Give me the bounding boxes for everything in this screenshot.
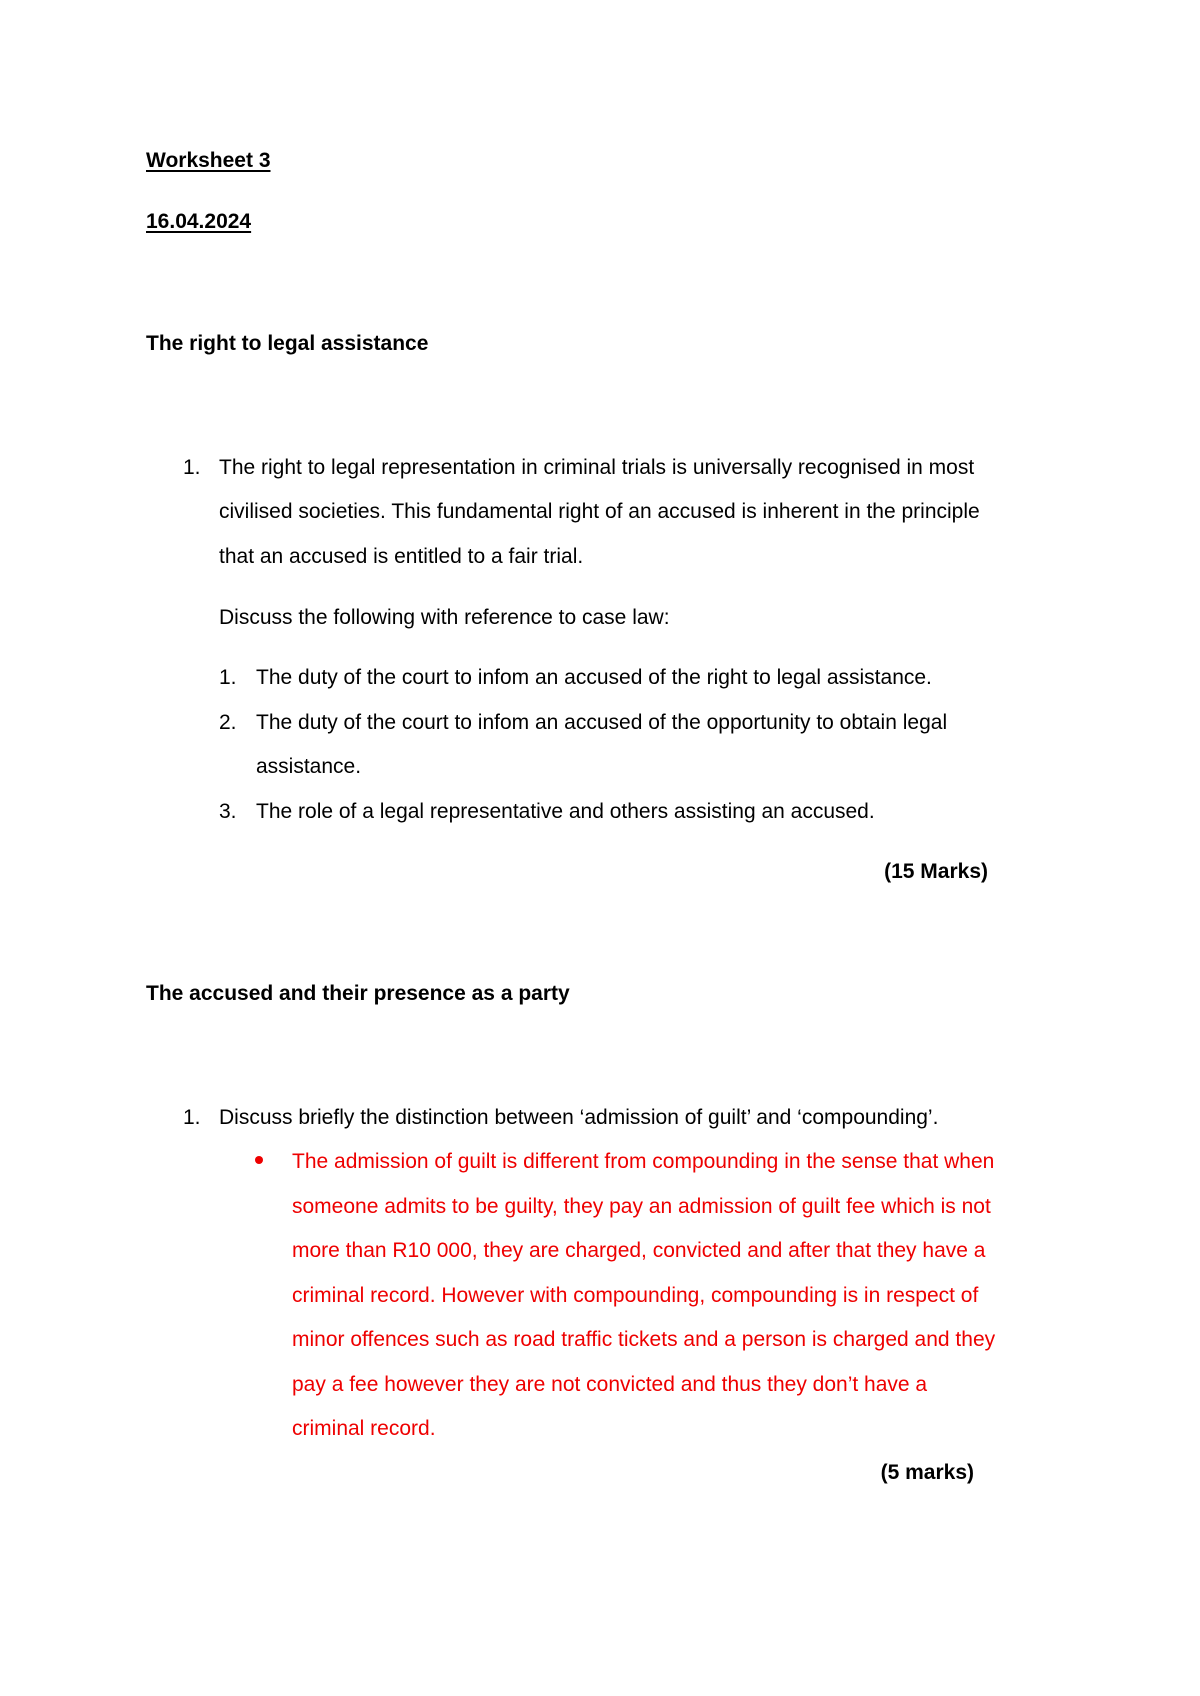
answer-line: criminal record. xyxy=(292,1417,436,1440)
subitem-text: assistance. xyxy=(256,755,362,778)
marks-label: (5 marks) xyxy=(880,1461,974,1484)
subitem-text: The duty of the court to infom an accused of the opportunity to obtain legal xyxy=(256,711,948,734)
question-line: The right to legal representation in criminal trials is universally recognised in most xyxy=(219,456,975,479)
question-number: 1. xyxy=(183,456,201,479)
worksheet-title: Worksheet 3 xyxy=(146,149,271,172)
instruction-text: Discuss the following with reference to case law: xyxy=(219,606,670,629)
worksheet-date: 16.04.2024 xyxy=(146,210,252,233)
question-line: that an accused is entitled to a fair trial. xyxy=(219,545,584,568)
marks-label: (15 Marks) xyxy=(884,860,988,883)
subitem-text: The duty of the court to infom an accused of the right to legal assistance. xyxy=(256,666,932,689)
question-number: 1. xyxy=(183,1106,201,1129)
answer-line: pay a fee however they are not convicted and thus they don’t have a xyxy=(292,1373,928,1396)
answer-line: more than R10 000, they are charged, convicted and after that they have a xyxy=(292,1239,986,1262)
question-line: civilised societies. This fundamental right of an accused is inherent in the principle xyxy=(219,500,980,523)
answer-line: The admission of guilt is different from compounding in the sense that when xyxy=(292,1150,995,1173)
section-heading-legal-assistance: The right to legal assistance xyxy=(146,332,429,355)
subitem-number: 3. xyxy=(219,800,237,823)
section-heading-accused-presence: The accused and their presence as a party xyxy=(146,982,570,1005)
answer-line: criminal record. However with compounding, compounding is in respect of xyxy=(292,1284,979,1307)
subitem-number: 2. xyxy=(219,711,237,734)
bullet-icon xyxy=(255,1156,263,1164)
question-text: Discuss briefly the distinction between ‘admission of guilt’ and ‘compounding’. xyxy=(219,1106,939,1129)
answer-line: someone admits to be guilty, they pay an admission of guilt fee which is not xyxy=(292,1195,991,1218)
subitem-number: 1. xyxy=(219,666,237,689)
answer-line: minor offences such as road traffic tickets and a person is charged and they xyxy=(292,1328,996,1351)
subitem-text: The role of a legal representative and others assisting an accused. xyxy=(256,800,875,823)
